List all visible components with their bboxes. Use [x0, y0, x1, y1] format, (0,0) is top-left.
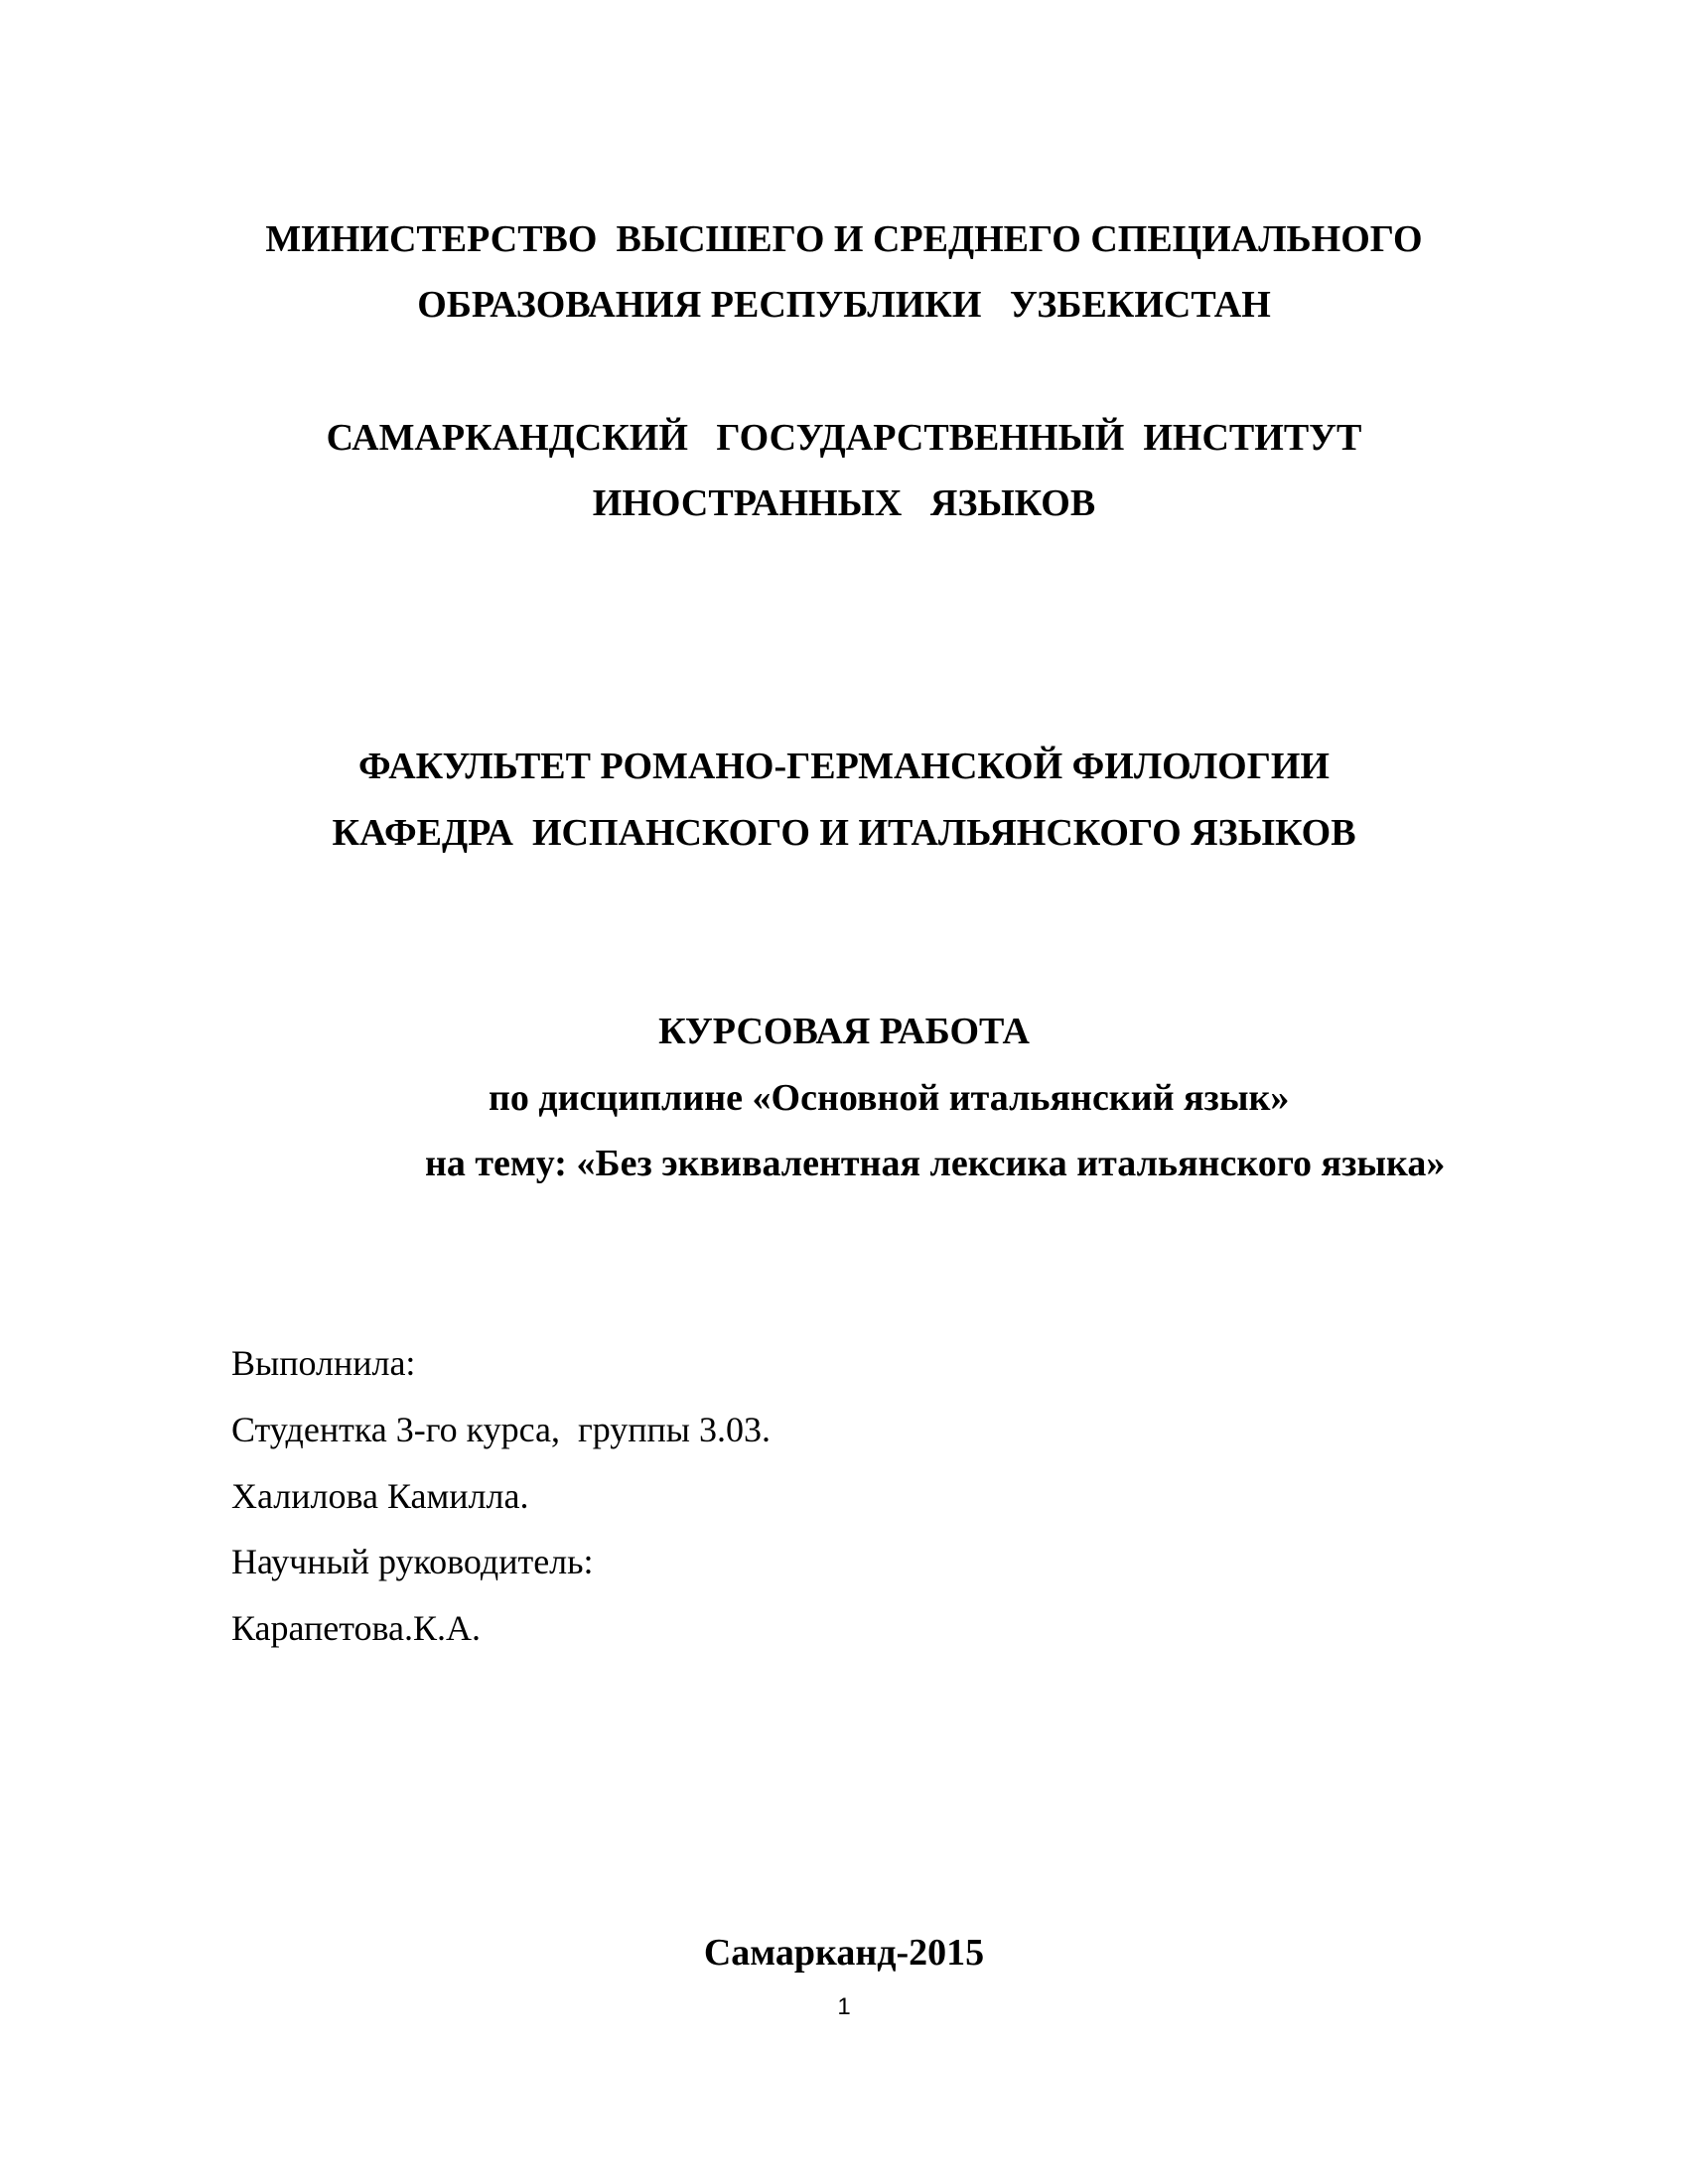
discipline-line: по дисциплине «Основной итальянский язык» [489, 1077, 1290, 1119]
supervisor-label: Научный руководитель: [231, 1542, 594, 1581]
work-type-title: КУРСОВАЯ РАБОТА [658, 1011, 1030, 1052]
city-year: Самарканд-2015 [703, 1932, 985, 1974]
department-line: КАФЕДРА ИСПАНСКОГО И ИТАЛЬЯНСКОГО ЯЗЫКОВ [332, 812, 1356, 854]
student-info: Студентка 3-го курса, группы 3.03. [231, 1410, 771, 1449]
topic-line: на тему: «Без эквивалентная лексика итальянского языка» [425, 1143, 1446, 1184]
institute-line-1: САМАРКАНДСКИЙ ГОСУДАРСТВЕННЫЙ ИНСТИТУТ [326, 417, 1362, 459]
ministry-line-2: ОБРАЗОВАНИЯ РЕСПУБЛИКИ УЗБЕКИСТАН [417, 284, 1271, 326]
performed-label: Выполнила: [231, 1343, 416, 1383]
ministry-line-1: МИНИСТЕРСТВО ВЫСШЕГО И СРЕДНЕГО СПЕЦИАЛЬНОГО [265, 218, 1423, 260]
student-name: Халилова Камилла. [231, 1476, 529, 1516]
supervisor-name: Карапетова.К.А. [231, 1608, 482, 1648]
faculty-line: ФАКУЛЬТЕТ РОМАНО-ГЕРМАНСКОЙ ФИЛОЛОГИИ [358, 746, 1330, 787]
page-number: 1 [837, 1993, 851, 2020]
institute-line-2: ИНОСТРАННЫХ ЯЗЫКОВ [592, 482, 1096, 524]
